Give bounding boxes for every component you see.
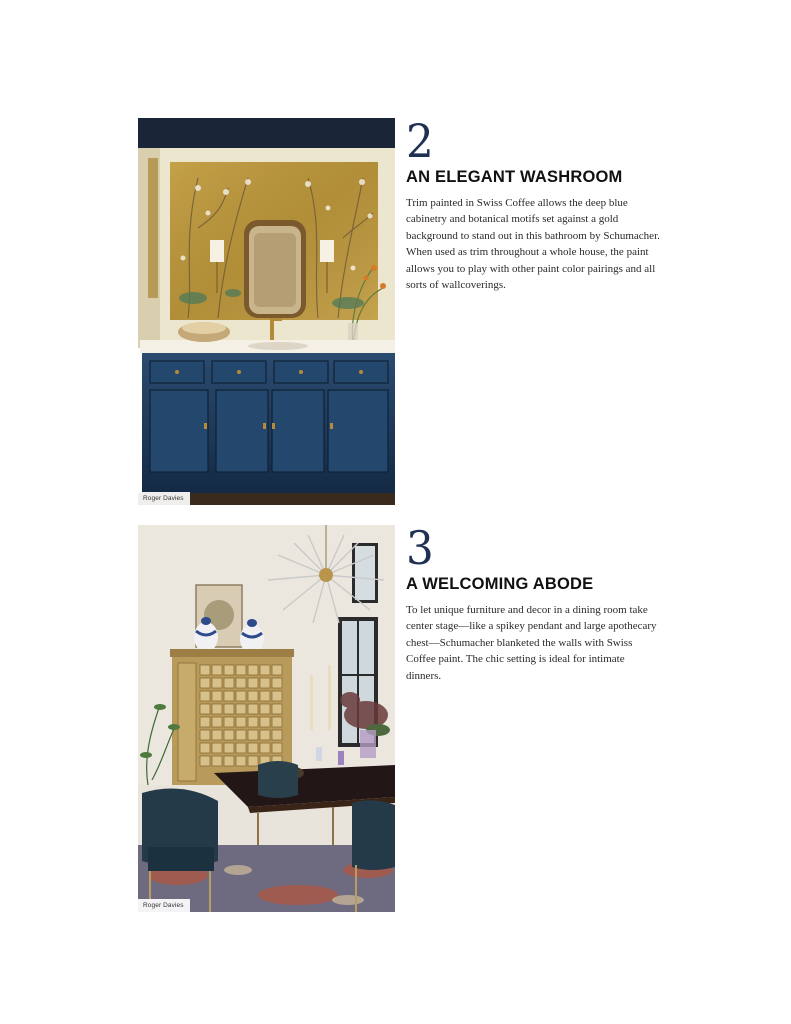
- entry-number: 2: [406, 114, 434, 168]
- photo-credit: Roger Davies: [138, 492, 190, 505]
- entry-number: 3: [406, 521, 434, 575]
- dining-photo: [138, 525, 395, 912]
- entry-heading: A WELCOMING ABODE: [406, 575, 594, 593]
- photo-credit: Roger Davies: [138, 899, 190, 912]
- washroom-illustration: [138, 118, 395, 505]
- entry-text: [406, 114, 661, 293]
- entry-heading: AN ELEGANT WASHROOM: [406, 168, 623, 186]
- entry-body: To let unique furniture and decor in a dining room take center stage—like a spikey pendant and large apothecary chest—Schumacher blanketed the walls with Swiss Coffee paint. The chic setting is ideal for intimate dinners.: [406, 604, 657, 682]
- dining-illustration: [138, 525, 395, 912]
- entry-text: [406, 521, 661, 684]
- washroom-photo: [138, 118, 395, 505]
- entry-body: Trim painted in Swiss Coffee allows the deep blue cabinetry and botanical motifs set against a gold background to stand out in this bathroom by Schumacher. When used as trim throughout a whole house, the paint allows you to play with other paint color pairings and all sorts of wallcoverings.: [406, 197, 660, 292]
